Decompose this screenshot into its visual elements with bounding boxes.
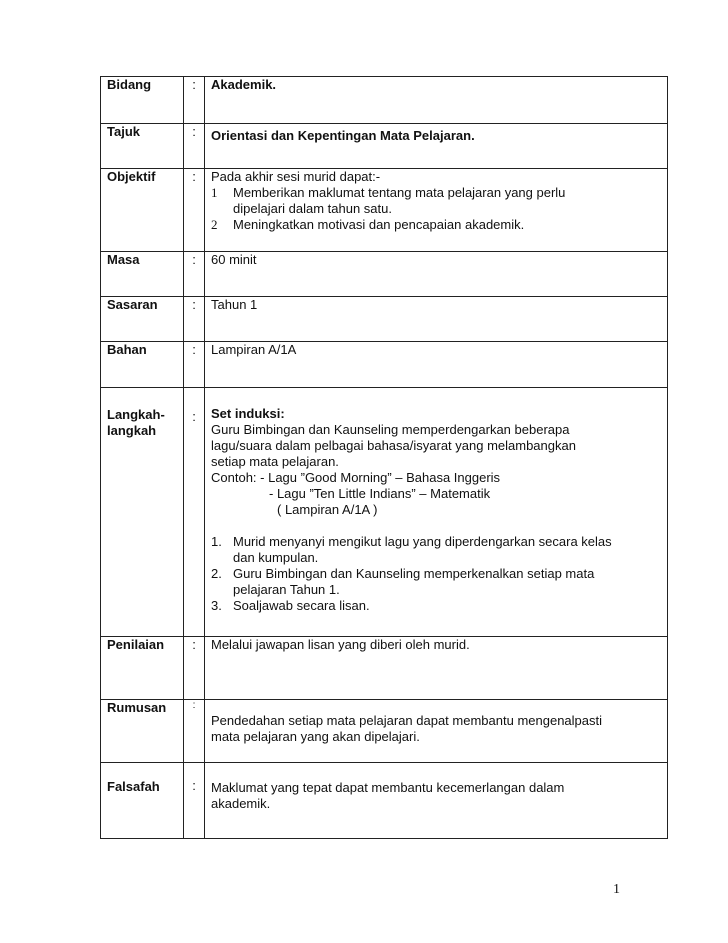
label-cell xyxy=(101,637,184,700)
contoh-line: ( Lampiran A/1A ) xyxy=(277,502,378,517)
colon-cell xyxy=(184,763,205,839)
colon: : xyxy=(192,297,196,312)
label-cell xyxy=(101,252,184,297)
label-objektif: Objektif xyxy=(107,169,156,184)
colon-cell xyxy=(184,700,205,763)
label-cell xyxy=(101,763,184,839)
label-cell xyxy=(101,77,184,124)
label-sasaran: Sasaran xyxy=(107,297,158,312)
contoh-line: - Lagu ”Ten Little Indians” – Matematik xyxy=(269,486,491,501)
value-cell xyxy=(205,342,668,388)
objektif-item-number: 1 xyxy=(211,185,218,200)
step-text: Guru Bimbingan dan Kaunseling memperkenalkan setiap mata xyxy=(233,566,595,581)
row-sasaran xyxy=(101,297,668,342)
label-cell xyxy=(101,124,184,169)
colon: : xyxy=(192,77,196,92)
row-rumusan xyxy=(101,700,668,763)
label-cell xyxy=(101,342,184,388)
row-bahan xyxy=(101,342,668,388)
page-number: 1 xyxy=(613,882,620,897)
lesson-plan-table xyxy=(100,76,668,839)
contoh-line: Contoh: - Lagu ”Good Morning” – Bahasa Inggeris xyxy=(211,470,501,485)
langkah-content xyxy=(211,388,663,614)
colon-cell xyxy=(184,297,205,342)
objektif-item-number: 2 xyxy=(211,217,218,232)
colon: : xyxy=(192,342,196,357)
row-langkah xyxy=(101,388,668,637)
label-bidang: Bidang xyxy=(107,77,152,92)
step-text: Soaljawab secara lisan. xyxy=(233,598,370,613)
label-cell xyxy=(101,700,184,763)
value-rumusan xyxy=(211,700,663,745)
spacer xyxy=(211,518,663,534)
value-cell xyxy=(205,637,668,700)
label-masa: Masa xyxy=(107,252,140,267)
row-objektif xyxy=(101,169,668,252)
objektif-intro: Pada akhir sesi murid dapat:- xyxy=(211,169,381,184)
falsafah-line: akademik. xyxy=(211,796,271,811)
row-tajuk xyxy=(101,124,668,169)
value-falsafah xyxy=(211,763,663,812)
colon: : xyxy=(192,169,196,184)
label-langkah-line1: Langkah- xyxy=(107,407,165,422)
colon-cell xyxy=(184,637,205,700)
colon-cell xyxy=(184,169,205,252)
row-penilaian xyxy=(101,637,668,700)
colon: : xyxy=(192,409,196,424)
colon: : xyxy=(192,778,196,793)
step-continuation: dan kumpulan. xyxy=(233,550,319,565)
value-bidang: Akademik. xyxy=(211,77,277,92)
step-number: 3. xyxy=(211,598,222,613)
label-langkah-line2: langkah xyxy=(107,423,157,438)
label-langkah xyxy=(107,388,183,439)
value-cell xyxy=(205,388,668,637)
objektif-item xyxy=(211,217,663,233)
colon-cell xyxy=(184,388,205,637)
step-item xyxy=(211,566,663,582)
objektif-item-text: Memberikan maklumat tentang mata pelajaran yang perlu xyxy=(233,185,566,200)
step-number: 2. xyxy=(211,566,222,581)
step-text: Murid menyanyi mengikut lagu yang diperdengarkan secara kelas xyxy=(233,534,612,549)
label-cell xyxy=(101,297,184,342)
colon: : xyxy=(192,124,196,139)
objektif-content xyxy=(211,169,663,233)
colon-cell xyxy=(184,124,205,169)
step-continuation: pelajaran Tahun 1. xyxy=(233,582,340,597)
paragraph-line: lagu/suara dalam pelbagai bahasa/isyarat yang melambangkan xyxy=(211,438,576,453)
colon: : xyxy=(192,700,196,711)
rumusan-line: Pendedahan setiap mata pelajaran dapat membantu mengenalpasti xyxy=(211,713,602,728)
colon-cell xyxy=(184,342,205,388)
value-tajuk: Orientasi dan Kepentingan Mata Pelajaran. xyxy=(211,128,475,143)
colon-cell xyxy=(184,77,205,124)
paragraph-line: Guru Bimbingan dan Kaunseling memperdengarkan beberapa xyxy=(211,422,570,437)
paragraph-line: setiap mata pelajaran. xyxy=(211,454,339,469)
colon: : xyxy=(192,637,196,652)
value-cell xyxy=(205,252,668,297)
value-cell xyxy=(205,700,668,763)
label-falsafah: Falsafah xyxy=(107,779,160,794)
rumusan-line: mata pelajaran yang akan dipelajari. xyxy=(211,729,420,744)
value-bahan: Lampiran A/1A xyxy=(211,342,297,357)
step-item xyxy=(211,534,663,550)
objektif-item-text: Meningkatkan motivasi dan pencapaian akademik. xyxy=(233,217,525,232)
value-cell xyxy=(205,169,668,252)
value-masa: 60 minit xyxy=(211,252,257,267)
falsafah-line: Maklumat yang tepat dapat membantu kecemerlangan dalam xyxy=(211,780,565,795)
value-cell xyxy=(205,297,668,342)
set-induksi-heading: Set induksi: xyxy=(211,406,285,421)
value-cell xyxy=(205,763,668,839)
step-item xyxy=(211,598,663,614)
label-penilaian: Penilaian xyxy=(107,637,165,652)
label-cell xyxy=(101,169,184,252)
value-cell xyxy=(205,124,668,169)
objektif-item-continuation: dipelajari dalam tahun satu. xyxy=(233,201,392,216)
value-sasaran: Tahun 1 xyxy=(211,297,258,312)
step-number: 1. xyxy=(211,534,222,549)
row-masa xyxy=(101,252,668,297)
row-bidang xyxy=(101,77,668,124)
label-bahan: Bahan xyxy=(107,342,147,357)
label-rumusan: Rumusan xyxy=(107,700,167,715)
value-penilaian: Melalui jawapan lisan yang diberi oleh murid. xyxy=(211,637,470,652)
label-tajuk: Tajuk xyxy=(107,124,140,139)
colon: : xyxy=(192,252,196,267)
label-cell xyxy=(101,388,184,637)
colon-cell xyxy=(184,252,205,297)
value-cell xyxy=(205,77,668,124)
row-falsafah xyxy=(101,763,668,839)
objektif-item xyxy=(211,185,663,201)
